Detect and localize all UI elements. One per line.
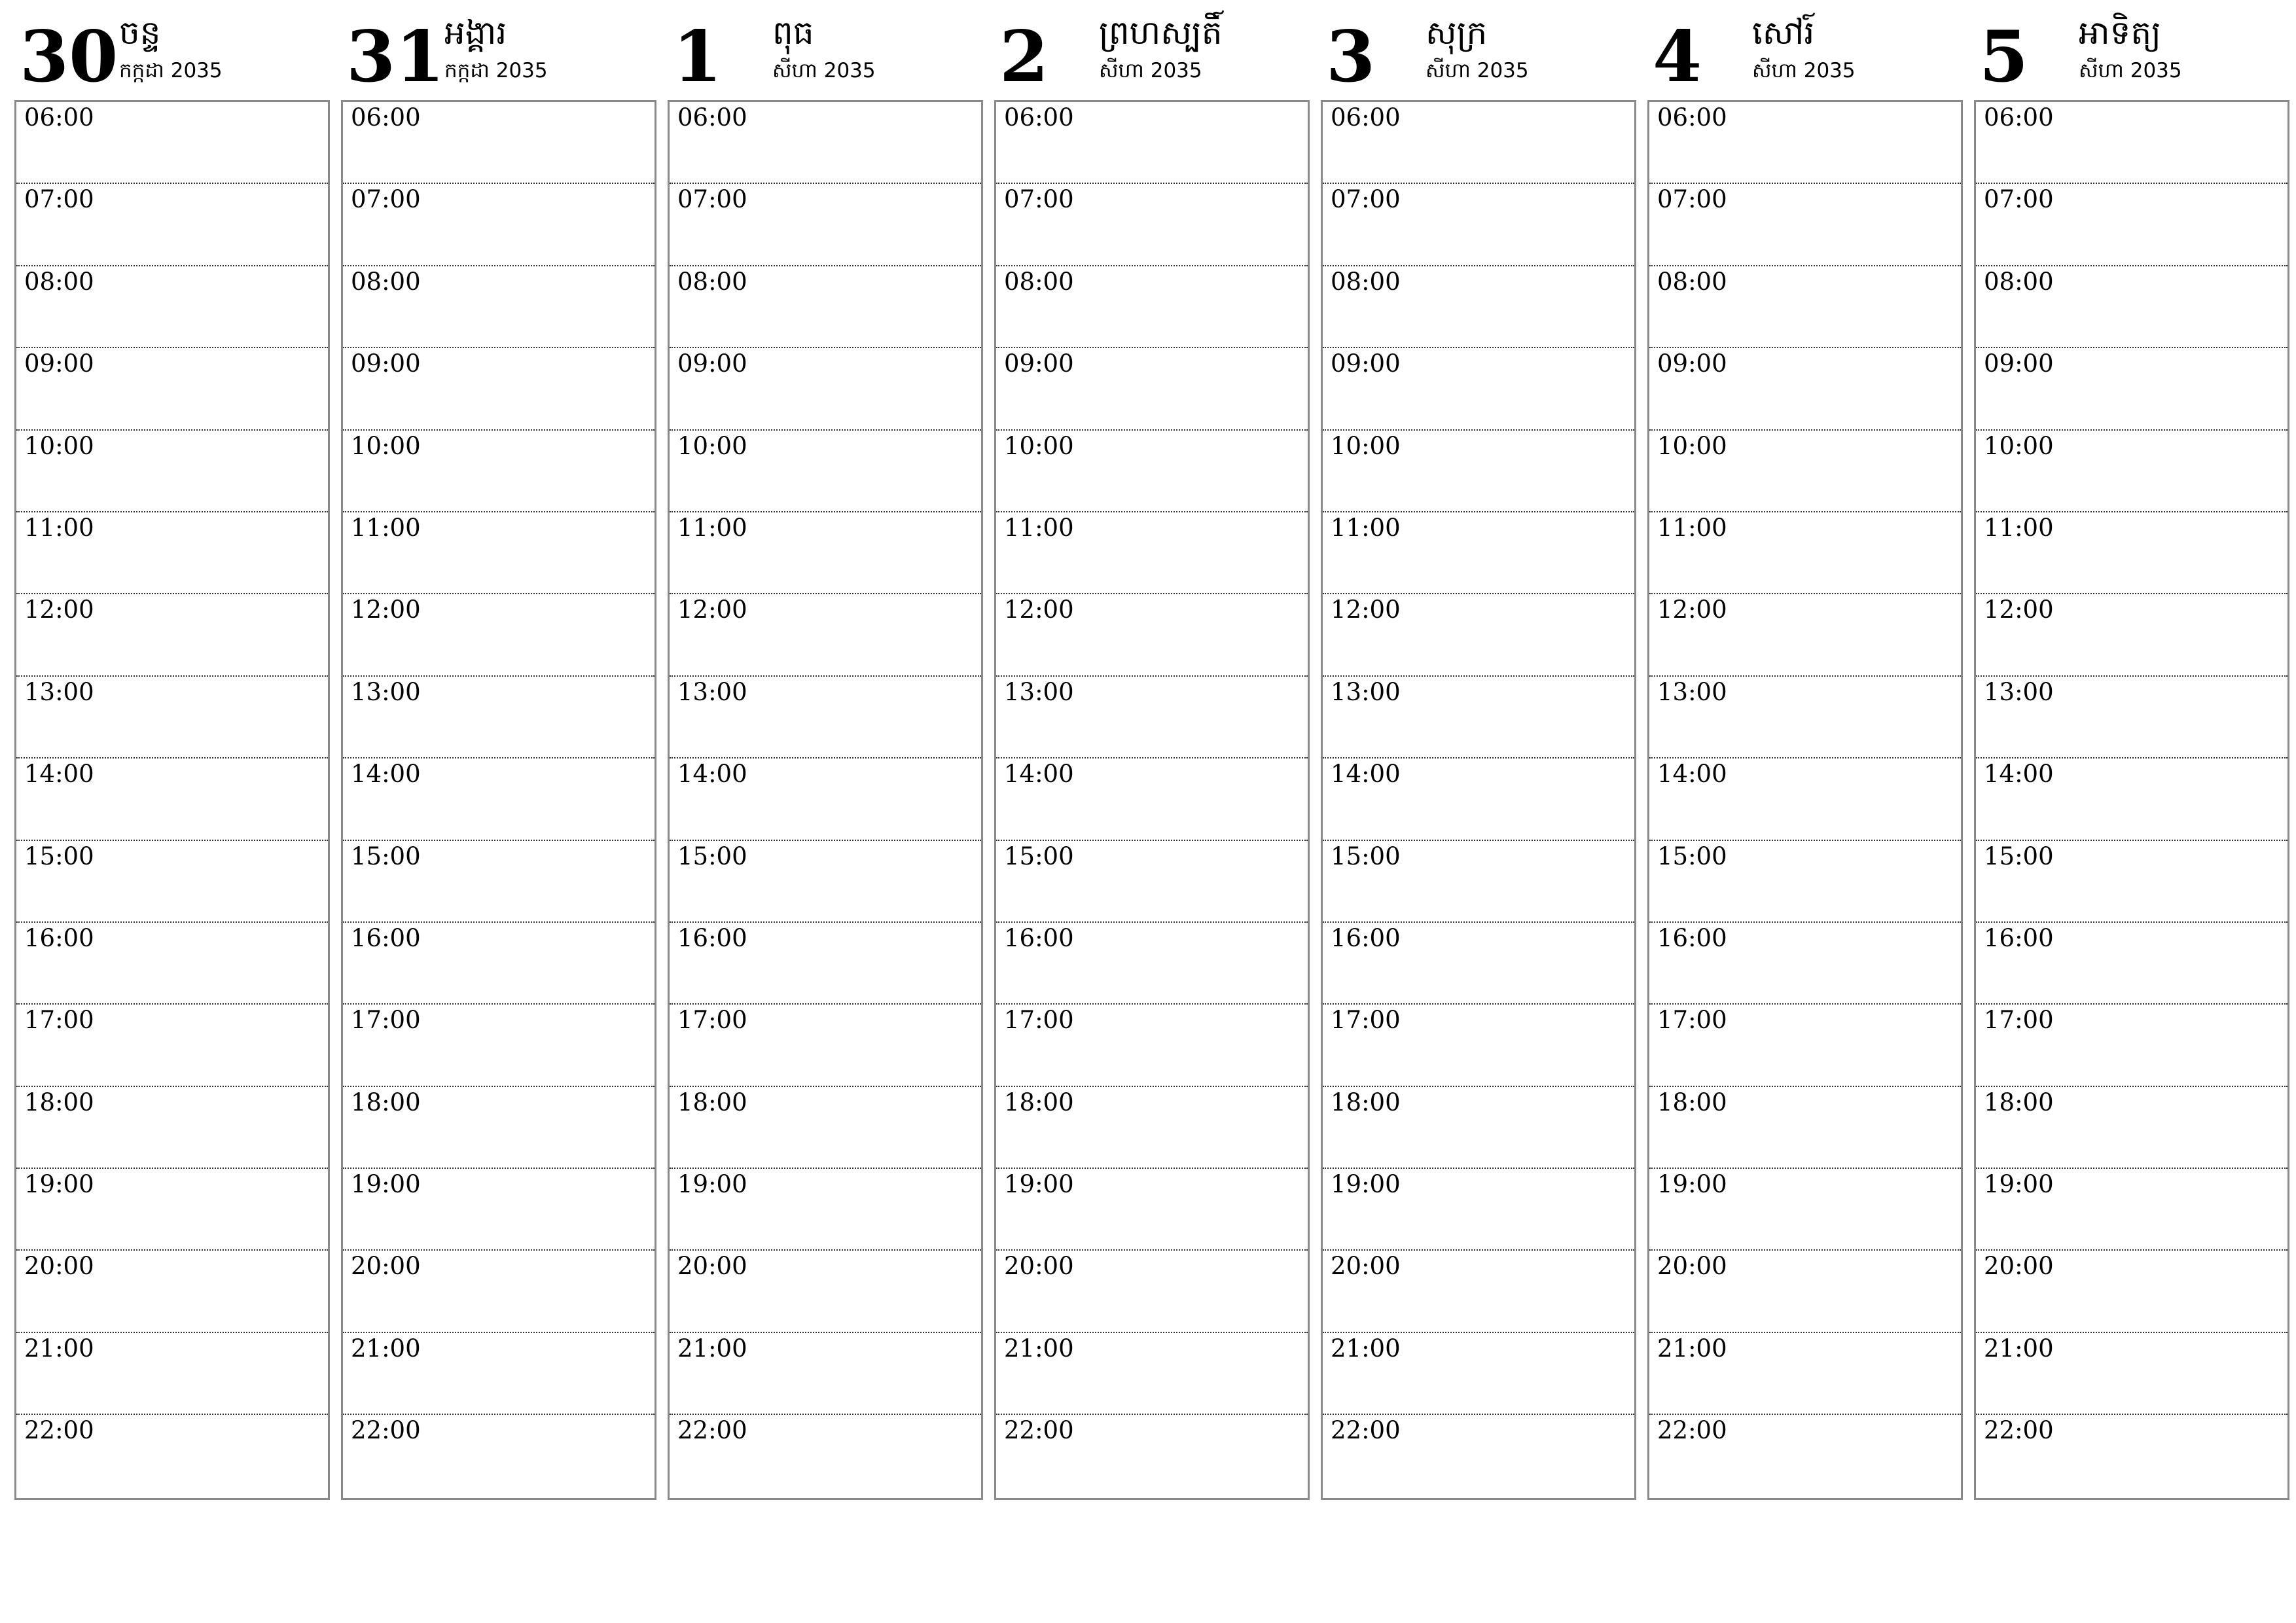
- time-label: 15:00: [1984, 842, 2054, 870]
- time-label: 19:00: [24, 1170, 94, 1199]
- time-slot[interactable]: [670, 594, 981, 676]
- time-slot[interactable]: [343, 1415, 655, 1497]
- day-number: 3: [1326, 16, 1376, 98]
- time-label: 20:00: [24, 1252, 94, 1281]
- month-year: សីហា 2035: [772, 59, 876, 82]
- time-label: 07:00: [1004, 185, 1074, 214]
- time-label: 17:00: [677, 1006, 747, 1035]
- time-slot[interactable]: [1649, 102, 1961, 184]
- time-slot[interactable]: [1323, 677, 1634, 758]
- time-slot[interactable]: [996, 841, 1308, 923]
- time-label: 20:00: [1657, 1252, 1727, 1281]
- time-slot[interactable]: [670, 1005, 981, 1086]
- time-label: 10:00: [1657, 431, 1727, 460]
- time-slot[interactable]: [1323, 1251, 1634, 1332]
- time-slot[interactable]: [343, 923, 655, 1005]
- time-label: 17:00: [1657, 1006, 1727, 1035]
- time-slot[interactable]: [996, 431, 1308, 512]
- hour-grid: [341, 100, 656, 1500]
- time-label: 07:00: [1984, 185, 2054, 214]
- time-label: 12:00: [1004, 596, 1074, 624]
- time-slot[interactable]: [1323, 1005, 1634, 1086]
- time-label: 19:00: [677, 1170, 747, 1199]
- time-label: 08:00: [1004, 267, 1074, 296]
- time-slot[interactable]: [1649, 594, 1961, 676]
- time-slot[interactable]: [16, 923, 328, 1005]
- time-slot[interactable]: [1976, 1087, 2287, 1169]
- time-slot[interactable]: [670, 923, 981, 1005]
- time-label: 20:00: [1004, 1252, 1074, 1281]
- time-slot[interactable]: [1323, 841, 1634, 923]
- time-label: 20:00: [351, 1252, 421, 1281]
- time-slot[interactable]: [1323, 1169, 1634, 1251]
- time-label: 14:00: [1984, 760, 2054, 789]
- time-slot[interactable]: [343, 677, 655, 758]
- time-label: 15:00: [677, 842, 747, 870]
- time-slot[interactable]: [1323, 758, 1634, 840]
- time-label: 06:00: [677, 103, 747, 132]
- time-slot[interactable]: [670, 758, 981, 840]
- time-slot[interactable]: [1323, 266, 1634, 348]
- time-slot[interactable]: [343, 1251, 655, 1332]
- time-slot[interactable]: [1976, 266, 2287, 348]
- time-slot[interactable]: [343, 184, 655, 266]
- month-year: សីហា 2035: [1099, 59, 1202, 82]
- time-slot[interactable]: [343, 431, 655, 512]
- day-column: [1647, 0, 1962, 1505]
- time-label: 18:00: [1657, 1088, 1727, 1116]
- month-year: កក្កដា 2035: [444, 59, 548, 82]
- time-slot[interactable]: [1649, 1087, 1961, 1169]
- time-slot[interactable]: [670, 1169, 981, 1251]
- time-label: 11:00: [351, 513, 421, 542]
- time-label: 21:00: [1004, 1334, 1074, 1363]
- time-label: 08:00: [1657, 267, 1727, 296]
- time-label: 09:00: [351, 349, 421, 378]
- time-slot[interactable]: [670, 841, 981, 923]
- time-slot[interactable]: [16, 1333, 328, 1415]
- time-slot[interactable]: [343, 1169, 655, 1251]
- time-label: 13:00: [1331, 677, 1401, 706]
- time-slot[interactable]: [16, 677, 328, 758]
- weekday-name: សៅរ៍: [1752, 14, 1815, 52]
- day-number: 5: [1979, 16, 2029, 98]
- day-column: [14, 0, 329, 1505]
- time-label: 16:00: [1984, 923, 2054, 952]
- time-label: 19:00: [1984, 1170, 2054, 1199]
- time-slot[interactable]: [343, 594, 655, 676]
- time-slot[interactable]: [670, 184, 981, 266]
- time-label: 13:00: [677, 677, 747, 706]
- time-slot[interactable]: [996, 758, 1308, 840]
- time-slot[interactable]: [16, 348, 328, 430]
- time-slot[interactable]: [343, 841, 655, 923]
- time-slot[interactable]: [1649, 184, 1961, 266]
- day-header: [668, 0, 982, 98]
- time-label: 12:00: [1657, 596, 1727, 624]
- time-label: 10:00: [24, 431, 94, 460]
- time-label: 18:00: [24, 1088, 94, 1116]
- time-slot[interactable]: [1976, 348, 2287, 430]
- time-label: 22:00: [1004, 1416, 1074, 1445]
- time-label: 18:00: [1984, 1088, 2054, 1116]
- day-number: 2: [999, 16, 1049, 98]
- time-label: 06:00: [1331, 103, 1401, 132]
- time-label: 06:00: [1984, 103, 2054, 132]
- time-slot[interactable]: [16, 1169, 328, 1251]
- time-slot[interactable]: [670, 348, 981, 430]
- time-label: 17:00: [351, 1006, 421, 1035]
- day-header: [1974, 0, 2288, 98]
- time-slot[interactable]: [1649, 431, 1961, 512]
- time-slot[interactable]: [1976, 677, 2287, 758]
- time-slot[interactable]: [1323, 1333, 1634, 1415]
- time-label: 21:00: [1984, 1334, 2054, 1363]
- time-label: 22:00: [1984, 1416, 2054, 1445]
- time-slot[interactable]: [1323, 184, 1634, 266]
- time-label: 17:00: [1984, 1006, 2054, 1035]
- time-slot[interactable]: [996, 1005, 1308, 1086]
- time-slot[interactable]: [16, 266, 328, 348]
- day-number: 31: [346, 16, 445, 98]
- time-label: 18:00: [1004, 1088, 1074, 1116]
- time-slot[interactable]: [16, 1005, 328, 1086]
- time-slot[interactable]: [1649, 677, 1961, 758]
- time-slot[interactable]: [1323, 348, 1634, 430]
- time-label: 16:00: [1657, 923, 1727, 952]
- time-slot[interactable]: [343, 512, 655, 594]
- time-slot[interactable]: [16, 102, 328, 184]
- time-label: 21:00: [351, 1334, 421, 1363]
- time-slot[interactable]: [996, 1251, 1308, 1332]
- time-label: 08:00: [677, 267, 747, 296]
- time-label: 16:00: [351, 923, 421, 952]
- time-slot[interactable]: [1976, 102, 2287, 184]
- day-column: [668, 0, 982, 1505]
- time-slot[interactable]: [996, 1333, 1308, 1415]
- time-label: 21:00: [677, 1334, 747, 1363]
- time-slot[interactable]: [996, 184, 1308, 266]
- time-label: 11:00: [1004, 513, 1074, 542]
- weekday-name: ព្រហស្បតិ៍: [1099, 14, 1223, 52]
- time-label: 09:00: [1984, 349, 2054, 378]
- hour-grid: [668, 100, 983, 1500]
- time-label: 19:00: [1331, 1170, 1401, 1199]
- time-label: 15:00: [24, 842, 94, 870]
- month-year: សីហា 2035: [2079, 59, 2182, 82]
- time-label: 21:00: [1331, 1334, 1401, 1363]
- time-label: 22:00: [24, 1416, 94, 1445]
- time-slot[interactable]: [1649, 1333, 1961, 1415]
- time-label: 12:00: [351, 596, 421, 624]
- time-label: 11:00: [1984, 513, 2054, 542]
- time-slot[interactable]: [1323, 431, 1634, 512]
- weekday-name: អាទិត្យ: [2079, 14, 2161, 52]
- time-slot[interactable]: [670, 102, 981, 184]
- day-header: [1321, 0, 1635, 98]
- time-slot[interactable]: [1649, 841, 1961, 923]
- time-label: 11:00: [1657, 513, 1727, 542]
- time-label: 09:00: [24, 349, 94, 378]
- time-slot[interactable]: [16, 512, 328, 594]
- time-slot[interactable]: [1976, 1415, 2287, 1497]
- time-label: 08:00: [1331, 267, 1401, 296]
- time-label: 06:00: [351, 103, 421, 132]
- time-slot[interactable]: [1976, 1333, 2287, 1415]
- time-slot[interactable]: [16, 1087, 328, 1169]
- time-label: 18:00: [1331, 1088, 1401, 1116]
- day-header: [341, 0, 655, 98]
- time-label: 21:00: [1657, 1334, 1727, 1363]
- day-header: [994, 0, 1308, 98]
- time-label: 14:00: [351, 760, 421, 789]
- time-label: 06:00: [1657, 103, 1727, 132]
- time-slot[interactable]: [343, 102, 655, 184]
- day-column: [1321, 0, 1635, 1505]
- time-slot[interactable]: [16, 184, 328, 266]
- hour-grid: [994, 100, 1310, 1500]
- weekday-name: សុក្រ: [1426, 14, 1488, 52]
- day-header: [14, 0, 329, 98]
- time-slot[interactable]: [343, 1087, 655, 1169]
- time-slot[interactable]: [343, 1005, 655, 1086]
- time-slot[interactable]: [343, 266, 655, 348]
- time-label: 14:00: [677, 760, 747, 789]
- time-label: 14:00: [1004, 760, 1074, 789]
- time-label: 09:00: [1657, 349, 1727, 378]
- time-label: 19:00: [1004, 1170, 1074, 1199]
- time-label: 10:00: [1984, 431, 2054, 460]
- time-slot[interactable]: [1323, 1415, 1634, 1497]
- time-slot[interactable]: [1976, 923, 2287, 1005]
- time-slot[interactable]: [1649, 266, 1961, 348]
- time-slot[interactable]: [1649, 758, 1961, 840]
- time-slot[interactable]: [670, 1087, 981, 1169]
- time-slot[interactable]: [343, 758, 655, 840]
- time-slot[interactable]: [996, 512, 1308, 594]
- time-label: 16:00: [1004, 923, 1074, 952]
- time-slot[interactable]: [1323, 923, 1634, 1005]
- day-number: 4: [1653, 16, 1702, 98]
- day-number: 30: [20, 16, 118, 98]
- time-slot[interactable]: [996, 348, 1308, 430]
- weekday-name: ចន្ទ: [119, 14, 161, 52]
- time-slot[interactable]: [1323, 1087, 1634, 1169]
- time-label: 18:00: [351, 1088, 421, 1116]
- time-slot[interactable]: [996, 923, 1308, 1005]
- time-label: 13:00: [24, 677, 94, 706]
- time-slot[interactable]: [1649, 348, 1961, 430]
- hour-grid: [1974, 100, 2289, 1500]
- time-label: 11:00: [677, 513, 747, 542]
- time-slot[interactable]: [1976, 841, 2287, 923]
- hour-grid: [14, 100, 330, 1500]
- time-slot[interactable]: [16, 594, 328, 676]
- time-slot[interactable]: [16, 431, 328, 512]
- weekday-name: ពុធ: [772, 14, 814, 52]
- time-slot[interactable]: [1649, 512, 1961, 594]
- time-label: 15:00: [1657, 842, 1727, 870]
- time-slot[interactable]: [670, 266, 981, 348]
- time-slot[interactable]: [670, 512, 981, 594]
- time-label: 07:00: [351, 185, 421, 214]
- time-slot[interactable]: [670, 1251, 981, 1332]
- time-label: 10:00: [677, 431, 747, 460]
- time-slot[interactable]: [1649, 1251, 1961, 1332]
- time-label: 10:00: [1331, 431, 1401, 460]
- time-label: 14:00: [1331, 760, 1401, 789]
- time-label: 07:00: [677, 185, 747, 214]
- time-label: 19:00: [1657, 1170, 1727, 1199]
- time-label: 21:00: [24, 1334, 94, 1363]
- time-slot[interactable]: [16, 841, 328, 923]
- time-slot[interactable]: [1976, 1169, 2287, 1251]
- day-column: [341, 0, 655, 1505]
- day-header: [1647, 0, 1962, 98]
- time-label: 17:00: [1331, 1006, 1401, 1035]
- time-label: 12:00: [677, 596, 747, 624]
- time-slot[interactable]: [1976, 758, 2287, 840]
- time-label: 07:00: [24, 185, 94, 214]
- time-slot[interactable]: [343, 1333, 655, 1415]
- time-slot[interactable]: [670, 1415, 981, 1497]
- time-label: 06:00: [1004, 103, 1074, 132]
- time-slot[interactable]: [1323, 512, 1634, 594]
- weekday-name: អង្គារ: [444, 14, 507, 52]
- month-year: កក្កដា 2035: [119, 59, 223, 82]
- time-label: 14:00: [24, 760, 94, 789]
- time-slot[interactable]: [1976, 1005, 2287, 1086]
- time-slot[interactable]: [996, 677, 1308, 758]
- time-label: 22:00: [1657, 1416, 1727, 1445]
- time-label: 06:00: [24, 103, 94, 132]
- time-label: 13:00: [1984, 677, 2054, 706]
- time-label: 20:00: [1984, 1252, 2054, 1281]
- time-slot[interactable]: [670, 677, 981, 758]
- time-label: 14:00: [1657, 760, 1727, 789]
- time-label: 20:00: [677, 1252, 747, 1281]
- time-slot[interactable]: [996, 266, 1308, 348]
- time-label: 08:00: [351, 267, 421, 296]
- time-label: 22:00: [677, 1416, 747, 1445]
- time-label: 13:00: [1657, 677, 1727, 706]
- day-column: [994, 0, 1308, 1505]
- time-label: 08:00: [1984, 267, 2054, 296]
- time-label: 16:00: [1331, 923, 1401, 952]
- time-label: 16:00: [677, 923, 747, 952]
- time-label: 16:00: [24, 923, 94, 952]
- time-label: 12:00: [24, 596, 94, 624]
- time-slot[interactable]: [996, 102, 1308, 184]
- time-label: 07:00: [1331, 185, 1401, 214]
- time-slot[interactable]: [670, 1333, 981, 1415]
- time-slot[interactable]: [343, 348, 655, 430]
- time-slot[interactable]: [1323, 594, 1634, 676]
- time-slot[interactable]: [1649, 1005, 1961, 1086]
- hour-grid: [1647, 100, 1963, 1500]
- time-slot[interactable]: [996, 594, 1308, 676]
- time-label: 19:00: [351, 1170, 421, 1199]
- time-label: 22:00: [351, 1416, 421, 1445]
- time-label: 15:00: [351, 842, 421, 870]
- month-year: សីហា 2035: [1752, 59, 1856, 82]
- time-slot[interactable]: [996, 1087, 1308, 1169]
- time-slot[interactable]: [996, 1169, 1308, 1251]
- time-slot[interactable]: [1649, 1169, 1961, 1251]
- time-slot[interactable]: [16, 758, 328, 840]
- time-label: 08:00: [24, 267, 94, 296]
- time-label: 10:00: [1004, 431, 1074, 460]
- time-slot[interactable]: [16, 1251, 328, 1332]
- time-label: 12:00: [1984, 596, 2054, 624]
- time-slot[interactable]: [1976, 594, 2287, 676]
- time-slot[interactable]: [996, 1415, 1308, 1497]
- time-slot[interactable]: [670, 431, 981, 512]
- time-label: 15:00: [1331, 842, 1401, 870]
- time-slot[interactable]: [1976, 431, 2287, 512]
- time-slot[interactable]: [1649, 923, 1961, 1005]
- time-slot[interactable]: [1976, 512, 2287, 594]
- time-label: 11:00: [1331, 513, 1401, 542]
- time-label: 13:00: [1004, 677, 1074, 706]
- time-label: 17:00: [1004, 1006, 1074, 1035]
- time-label: 15:00: [1004, 842, 1074, 870]
- time-label: 09:00: [1331, 349, 1401, 378]
- hour-grid: [1321, 100, 1636, 1500]
- time-slot[interactable]: [16, 1415, 328, 1497]
- time-slot[interactable]: [1323, 102, 1634, 184]
- time-slot[interactable]: [1649, 1415, 1961, 1497]
- time-label: 12:00: [1331, 596, 1401, 624]
- month-year: សីហា 2035: [1426, 59, 1529, 82]
- time-label: 17:00: [24, 1006, 94, 1035]
- time-label: 09:00: [677, 349, 747, 378]
- time-label: 13:00: [351, 677, 421, 706]
- time-label: 18:00: [677, 1088, 747, 1116]
- time-label: 10:00: [351, 431, 421, 460]
- time-slot[interactable]: [1976, 1251, 2287, 1332]
- time-label: 07:00: [1657, 185, 1727, 214]
- time-label: 11:00: [24, 513, 94, 542]
- time-label: 20:00: [1331, 1252, 1401, 1281]
- time-slot[interactable]: [1976, 184, 2287, 266]
- time-label: 09:00: [1004, 349, 1074, 378]
- time-label: 22:00: [1331, 1416, 1401, 1445]
- day-number: 1: [673, 16, 723, 98]
- day-column: [1974, 0, 2288, 1505]
